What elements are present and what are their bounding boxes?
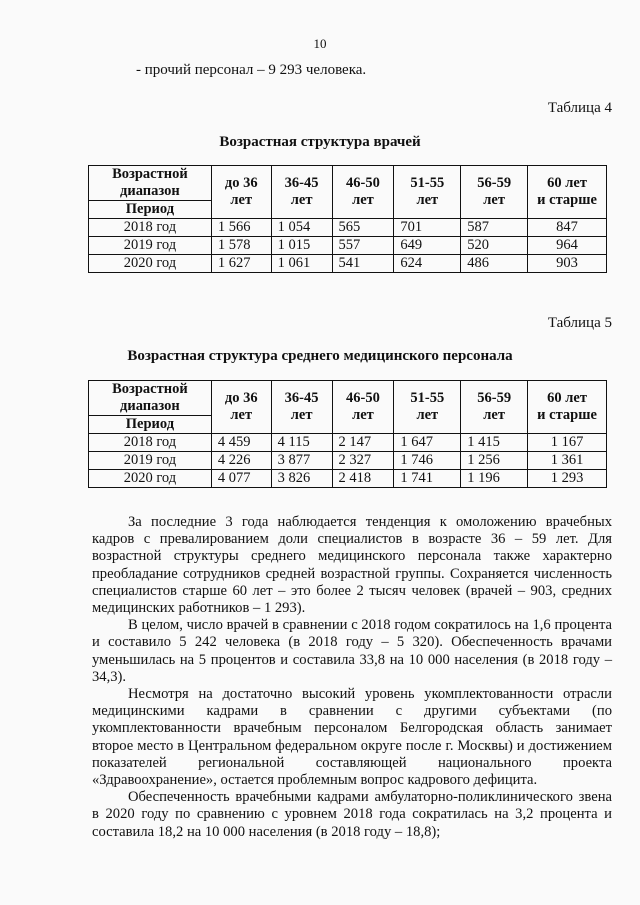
cell: 1 566 (211, 219, 271, 237)
table4-range-a: Возрастной (112, 166, 188, 182)
cell: 4 115 (271, 434, 332, 452)
cell: 1 167 (528, 434, 607, 452)
cell: 3 826 (271, 470, 332, 488)
cell: 557 (332, 237, 394, 255)
cell: 1 647 (394, 434, 461, 452)
row-year: 2019 год (89, 237, 212, 255)
cell: 565 (332, 219, 394, 237)
table4-label: Таблица 4 (547, 100, 612, 116)
row-year: 2020 год (89, 255, 212, 273)
cell: 903 (528, 255, 607, 273)
cell: 1 054 (271, 219, 332, 237)
table4-col-header: до 36 лет (211, 166, 271, 219)
table4 (88, 165, 607, 273)
table4-period-header: Период (125, 201, 175, 217)
paragraph: В целом, число врачей в сравнении с 2018 годом сократилось на 1,6 процента и составило 5 242 человека (в 2018 году – 5 320). Обеспеченность врачами уменьшилась на 5 процентов и составила 33,8 на 10 000 населения (в 2018 году – 34,3). (92, 617, 612, 685)
cell: 1 293 (528, 470, 607, 488)
table5-period-header: Период (125, 416, 175, 432)
cell: 486 (461, 255, 528, 273)
cell: 1 015 (271, 237, 332, 255)
table5 (88, 380, 607, 488)
row-year: 2019 год (89, 452, 212, 470)
table-row (89, 452, 607, 470)
table-row (89, 255, 607, 273)
intro-line: - прочий персонал – 9 293 человека. (136, 62, 367, 78)
paragraph: За последние 3 года наблюдается тенденция к омоложению врачебных кадров с превалированием доли специалистов в возрасте 36 – 59 лет. Для возрастной структуры среднего медицинского персонала также характерно преобладание сотрудников средней возрастной группы. Сохраняется численность специалистов старше 60 лет – это более 2 тысяч человек (врачей – 903, средних медицинских работников – 1 293). (92, 514, 612, 617)
table-row (89, 434, 607, 452)
paragraph: Обеспеченность врачебными кадрами амбулаторно-поликлинического звена в 2020 году по сравнению с уровнем 2018 года сократилась на 3,2 процента и составила 18,2 на 10 000 населения (в 2018 году – 18,8); (92, 789, 612, 840)
cell: 1 415 (461, 434, 528, 452)
table4-col-header: 36-45 лет (271, 166, 332, 219)
table4-range-header (89, 166, 212, 219)
table-row (89, 237, 607, 255)
cell: 4 077 (211, 470, 271, 488)
table5-range-a: Возрастной (112, 381, 188, 397)
cell: 2 147 (332, 434, 394, 452)
cell: 587 (461, 219, 528, 237)
cell: 847 (528, 219, 607, 237)
table5-range-header (89, 381, 212, 434)
cell: 1 361 (528, 452, 607, 470)
cell: 1 627 (211, 255, 271, 273)
table5-title: Возрастная структура среднего медицинского персонала (127, 348, 513, 364)
table5-col-header: до 36 лет (211, 381, 271, 434)
cell: 1 061 (271, 255, 332, 273)
cell: 1 578 (211, 237, 271, 255)
table5-range-b: диапазон (120, 398, 180, 414)
table5-col-header: 46-50 лет (332, 381, 394, 434)
cell: 520 (461, 237, 528, 255)
body-text (92, 514, 612, 841)
cell: 1 256 (461, 452, 528, 470)
cell: 1 746 (394, 452, 461, 470)
cell: 541 (332, 255, 394, 273)
page-number: 10 (313, 36, 327, 51)
table4-col-header: 51-55 лет (394, 166, 461, 219)
cell: 2 327 (332, 452, 394, 470)
table5-col-header: 56-59 лет (461, 381, 528, 434)
cell: 1 741 (394, 470, 461, 488)
table4-col-header: 56-59 лет (461, 166, 528, 219)
table5-col-header: 51-55 лет (394, 381, 461, 434)
cell: 2 418 (332, 470, 394, 488)
table-row (89, 470, 607, 488)
row-year: 2018 год (89, 434, 212, 452)
table5-label: Таблица 5 (547, 315, 612, 331)
cell: 701 (394, 219, 461, 237)
paragraph: Несмотря на достаточно высокий уровень укомплектованности отрасли медицинскими кадрами в сравнении с другими субъектами (по укомплектованности врачебным персоналом Белгородская область занимает второе место в Центральном федеральном округе после г. Москвы) и достижением показателей региональной составляющей национального проекта «Здравоохранение», остается проблемным вопрос кадрового дефицита. (92, 686, 612, 789)
cell: 4 226 (211, 452, 271, 470)
table5-col-header: 36-45 лет (271, 381, 332, 434)
cell: 964 (528, 237, 607, 255)
table4-range-b: диапазон (120, 183, 180, 199)
table4-col-header: 60 лет и старше (528, 166, 607, 219)
cell: 3 877 (271, 452, 332, 470)
table-row (89, 219, 607, 237)
table4-title: Возрастная структура врачей (219, 134, 421, 150)
table4-col-header: 46-50 лет (332, 166, 394, 219)
cell: 4 459 (211, 434, 271, 452)
row-year: 2018 год (89, 219, 212, 237)
row-year: 2020 год (89, 470, 212, 488)
cell: 1 196 (461, 470, 528, 488)
cell: 649 (394, 237, 461, 255)
table5-col-header: 60 лет и старше (528, 381, 607, 434)
cell: 624 (394, 255, 461, 273)
